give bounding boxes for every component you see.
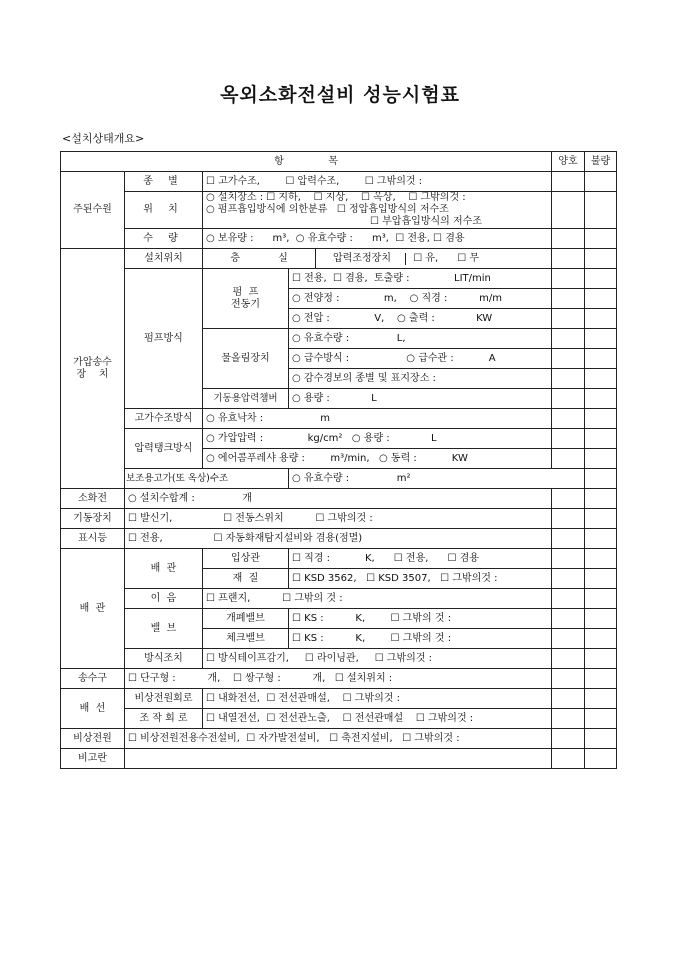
- pressure-adjust-value: ☐ 유, ☐ 무: [413, 252, 480, 264]
- check-bad[interactable]: [585, 369, 617, 389]
- water-location-line2: ○ 펌프흡입방식에 의한분류 ☐ 정압흡입방식의 저수조: [206, 204, 449, 215]
- check-bad[interactable]: [585, 489, 617, 509]
- hydrant-value: ○ 설치수합계 : 개: [125, 489, 552, 509]
- check-good[interactable]: [552, 609, 585, 629]
- check-good[interactable]: [552, 589, 585, 609]
- check-valve-label: 체크밸브: [203, 629, 289, 649]
- water-type-value: ☐ 고가수조, ☐ 압력수조, ☐ 그밖의것 :: [203, 172, 552, 192]
- pressure-tank-row2: ○ 에어콤푸레샤 용량 : m³/min, ○ 동력 : KW: [203, 449, 552, 469]
- header-good: 양호: [552, 152, 585, 172]
- control-circuit-value: ☐ 내열전선, ☐ 전선관노출, ☐ 전선관매설 ☐ 그밖의것 :: [203, 709, 552, 729]
- check-good[interactable]: [552, 409, 585, 429]
- water-quantity-value: ○ 보유량 : m³, ○ 유효수량 : m³, ☐ 전용, ☐ 겸용: [203, 229, 552, 249]
- check-good[interactable]: [552, 549, 585, 569]
- check-good[interactable]: [552, 269, 585, 289]
- check-valve-value: ☐ KS : K, ☐ 그밖의 것 :: [289, 629, 552, 649]
- check-good[interactable]: [552, 649, 585, 669]
- remarks-field[interactable]: [125, 749, 552, 769]
- starter-value: ☐ 발신기, ☐ 전동스위치 ☐ 그밖의것 :: [125, 509, 552, 529]
- performance-test-table: [60, 151, 617, 769]
- water-quantity-label: 수 량: [125, 229, 203, 249]
- pressure-device-label-line1: 가압송수: [73, 356, 112, 368]
- pump-motor-row3: ○ 전압 : V, ○ 출력 : KW: [289, 309, 552, 329]
- piping-label: 배 관: [61, 549, 125, 669]
- emergency-power-label: 비상전원: [61, 729, 125, 749]
- check-good[interactable]: [552, 569, 585, 589]
- check-good[interactable]: [552, 349, 585, 369]
- pressure-tank-label: 압력탱크방식: [125, 429, 203, 469]
- check-bad[interactable]: [585, 172, 617, 192]
- pipe-label: 배 관: [125, 549, 203, 589]
- check-good[interactable]: [552, 489, 585, 509]
- pressure-adjust-cell: [316, 249, 552, 269]
- indicator-value: ☐ 전용, ☐ 자동화재탐지설비와 겸용(점멸): [125, 529, 552, 549]
- check-good[interactable]: [552, 429, 585, 449]
- priming-row2: ○ 급수방식 : ○ 급수관 : A: [289, 349, 552, 369]
- material-value: ☐ KSD 3562, ☐ KSD 3507, ☐ 그밖의것 :: [289, 569, 552, 589]
- check-bad[interactable]: [585, 289, 617, 309]
- check-bad[interactable]: [585, 509, 617, 529]
- check-good[interactable]: [552, 749, 585, 769]
- water-location-line3: ☐ 부압흡입방식의 저수조: [370, 216, 482, 227]
- check-good[interactable]: [552, 529, 585, 549]
- check-bad[interactable]: [585, 749, 617, 769]
- pressure-device-label: [61, 249, 125, 489]
- check-bad[interactable]: [585, 309, 617, 329]
- check-good[interactable]: [552, 389, 585, 409]
- check-good[interactable]: [552, 329, 585, 349]
- check-bad[interactable]: [585, 709, 617, 729]
- check-good[interactable]: [552, 709, 585, 729]
- check-bad[interactable]: [585, 529, 617, 549]
- check-bad[interactable]: [585, 649, 617, 669]
- pump-motor-label-line2: 전동기: [231, 298, 260, 310]
- emergency-circuit-label: 비상전원회로: [125, 689, 203, 709]
- fire-dept-connection-label: 송수구: [61, 669, 125, 689]
- section-subtitle: <설치상태개요>: [62, 132, 145, 145]
- priming-row3: ○ 감수경보의 종별 및 표지장소 :: [289, 369, 552, 389]
- elevated-tank-label: 고가수조방식: [125, 409, 203, 429]
- check-bad[interactable]: [585, 229, 617, 249]
- pressure-tank-row1: ○ 가압압력 : kg/cm² ○ 용량 : L: [203, 429, 552, 449]
- control-circuit-label: 조 작 회 로: [125, 709, 203, 729]
- pressure-device-label-line2: 장 치: [76, 368, 109, 380]
- check-good[interactable]: [552, 249, 585, 269]
- check-bad[interactable]: [585, 729, 617, 749]
- gate-valve-value: ☐ KS : K, ☐ 그밖의 것 :: [289, 609, 552, 629]
- check-bad[interactable]: [585, 269, 617, 289]
- check-good[interactable]: [552, 669, 585, 689]
- check-good[interactable]: [552, 689, 585, 709]
- install-location-value: 층 실: [203, 249, 316, 269]
- water-source-label: 주된수원: [61, 172, 125, 249]
- water-location-label: 위 치: [125, 192, 203, 229]
- riser-label: 입상관: [203, 549, 289, 569]
- check-good[interactable]: [552, 729, 585, 749]
- aux-tank-label: 보조용고가(또 옥상)수조: [125, 469, 289, 489]
- hydrant-label: 소화전: [61, 489, 125, 509]
- check-good[interactable]: [552, 229, 585, 249]
- check-bad[interactable]: [585, 389, 617, 409]
- page-title: 옥외소화전설비 성능시험표: [220, 84, 460, 106]
- chamber-value: ○ 용량 : L: [289, 389, 552, 409]
- fire-dept-connection-value: ☐ 단구형 : 개, ☐ 쌍구형 : 개, ☐ 설치위치 :: [125, 669, 552, 689]
- install-location-label: 설치위치: [125, 249, 203, 269]
- anticorrosion-value: ☐ 방식테이프감기, ☐ 라이닝관, ☐ 그밖의것 :: [203, 649, 552, 669]
- check-good[interactable]: [552, 172, 585, 192]
- check-good[interactable]: [552, 449, 585, 469]
- anticorrosion-label: 방식조치: [125, 649, 203, 669]
- check-good[interactable]: [552, 192, 585, 229]
- check-bad[interactable]: [585, 349, 617, 369]
- indicator-label: 표시등: [61, 529, 125, 549]
- starter-label: 기동장치: [61, 509, 125, 529]
- pump-motor-row2: ○ 전양정 : m, ○ 직경 : m/m: [289, 289, 552, 309]
- emergency-power-value: ☐ 비상전원전용수전설비, ☐ 자가발전설비, ☐ 축전지설비, ☐ 그밖의것 :: [125, 729, 552, 749]
- wiring-label: 배 선: [61, 689, 125, 729]
- elevated-tank-value: ○ 유효낙차 : m: [203, 409, 552, 429]
- water-location-line1: ○ 설치장소 : ☐ 지하, ☐ 지상, ☐ 옥상, ☐ 그밖의것 :: [206, 192, 466, 203]
- valve-label: 밸 브: [125, 609, 203, 649]
- header-item: 항 목: [61, 152, 552, 172]
- check-bad[interactable]: [585, 669, 617, 689]
- pump-motor-label: [203, 269, 289, 329]
- water-location-value: [203, 192, 552, 229]
- riser-value: ☐ 직경 : K, ☐ 전용, ☐ 겸용: [289, 549, 552, 569]
- check-bad[interactable]: [585, 569, 617, 589]
- pressure-adjust-label: 압력조정장치: [316, 253, 406, 265]
- material-label: 재 질: [203, 569, 289, 589]
- check-bad[interactable]: [585, 329, 617, 349]
- water-type-label: 종 별: [125, 172, 203, 192]
- check-bad[interactable]: [585, 429, 617, 449]
- joint-label: 이 음: [125, 589, 203, 609]
- check-bad[interactable]: [585, 689, 617, 709]
- aux-tank-value: ○ 유효수량 : m²: [289, 469, 585, 489]
- check-bad[interactable]: [585, 549, 617, 569]
- pump-method-label: 펌프방식: [125, 269, 203, 409]
- check-bad[interactable]: [585, 449, 617, 469]
- check-good[interactable]: [552, 509, 585, 529]
- pump-motor-row1: ☐ 전용, ☐ 겸용, 토출량 : LIT/min: [289, 269, 552, 289]
- check-bad[interactable]: [585, 409, 617, 429]
- check-bad[interactable]: [585, 629, 617, 649]
- remarks-label: 비고란: [61, 749, 125, 769]
- priming-label: 물올림장치: [203, 329, 289, 389]
- check-bad[interactable]: [585, 192, 617, 229]
- check-good[interactable]: [552, 369, 585, 389]
- priming-row1: ○ 유효수량 : L,: [289, 329, 552, 349]
- check-bad[interactable]: [585, 589, 617, 609]
- check-good[interactable]: [552, 289, 585, 309]
- check-good[interactable]: [585, 469, 617, 489]
- chamber-label: 기동용압력챔버: [203, 389, 289, 409]
- gate-valve-label: 개폐밸브: [203, 609, 289, 629]
- check-good[interactable]: [552, 309, 585, 329]
- header-bad: 불량: [585, 152, 617, 172]
- check-bad[interactable]: [585, 249, 617, 269]
- joint-value: ☐ 프랜지, ☐ 그밖의 것 :: [203, 589, 552, 609]
- emergency-circuit-value: ☐ 내화전선, ☐ 전선관매설, ☐ 그밖의것 :: [203, 689, 552, 709]
- check-good[interactable]: [552, 629, 585, 649]
- pump-motor-label-line1: 펌 프: [232, 286, 259, 298]
- check-bad[interactable]: [585, 609, 617, 629]
